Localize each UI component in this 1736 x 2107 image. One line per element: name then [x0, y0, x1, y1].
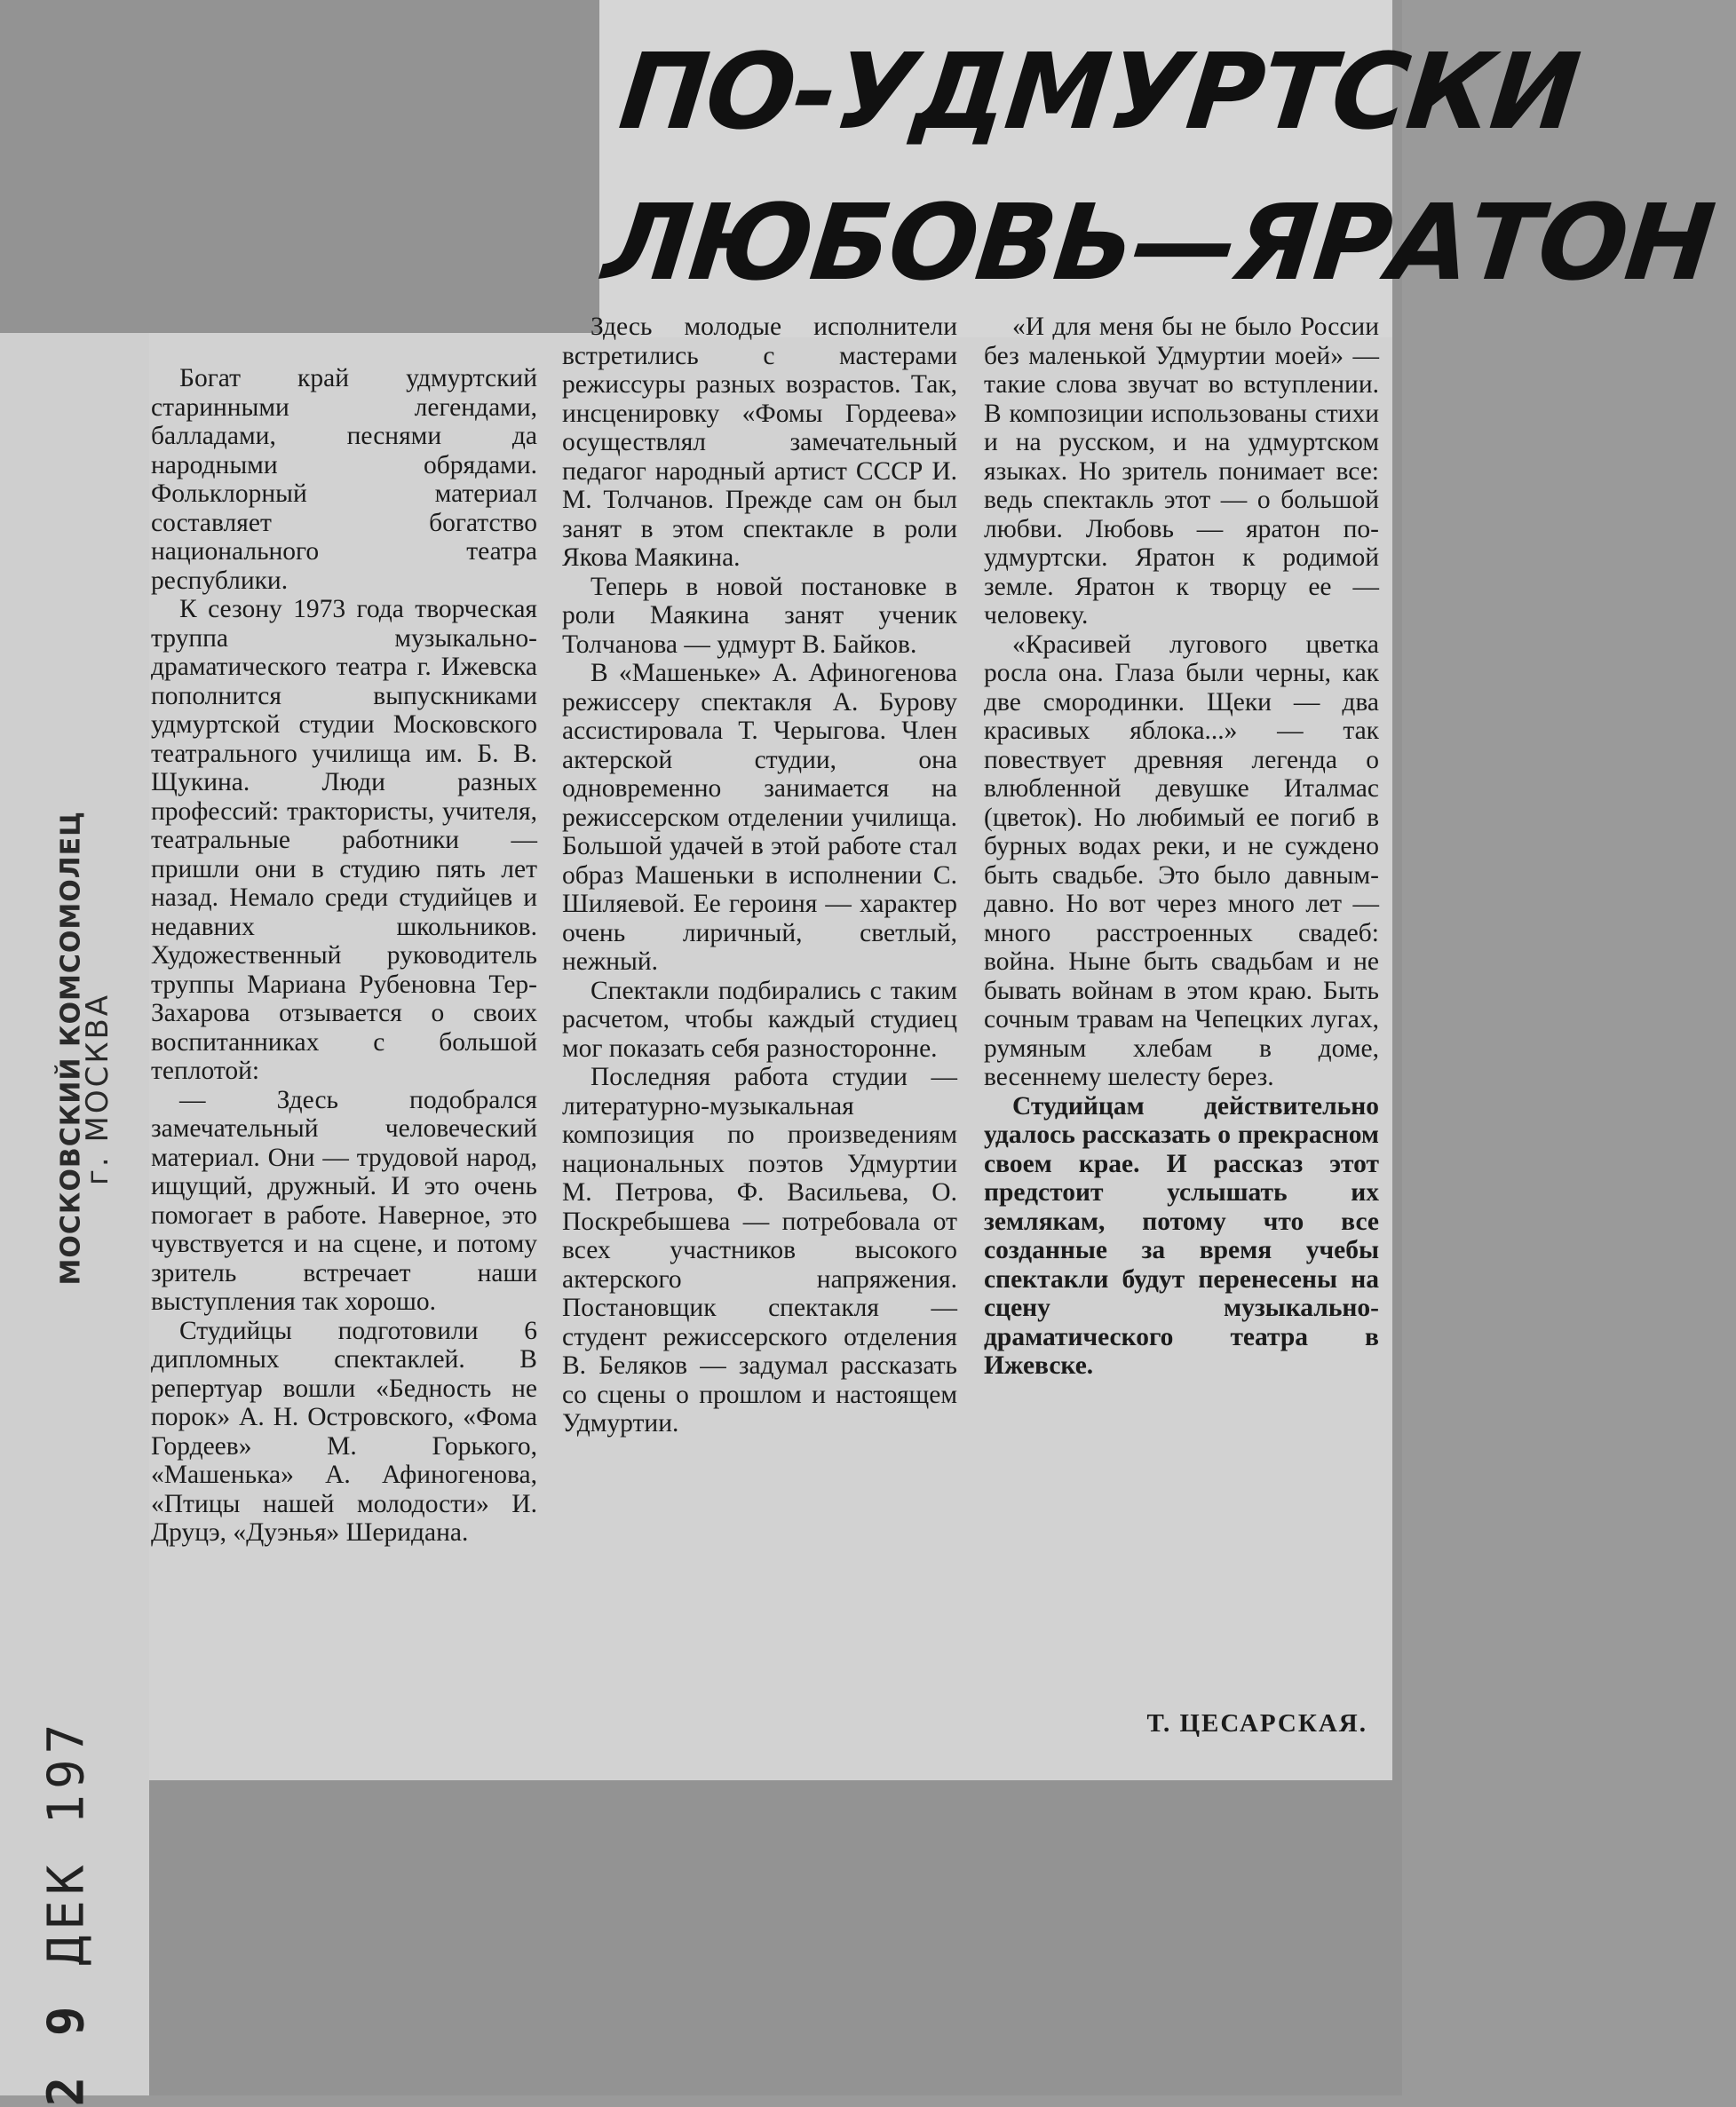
date-stamp [37, 1718, 96, 2107]
city-stamp: г. МОСКВА [80, 992, 115, 1185]
paragraph: «И для меня бы не было России без маленькой Удмуртии моей» — такие слова звучат во вступлении. В композиции использованы стихи и на русском, и на удмуртском языках. Но зритель понимает все: ведь спектакль этот — о большой любви. Любовь — яратон по-удмуртски. Яратон к родимой земле. Яратон к творцу ее — человеку. [984, 313, 1379, 630]
paragraph-closing: Студийцам действительно удалось рассказать о прекрасном своем крае. И рассказ этот предстоит услышать их землякам, потому что все созданные за время учебы спектакли будут перенесены на сцену музыкально-драматического театра в Ижевске. [984, 1091, 1379, 1380]
article-column-3 [984, 313, 1379, 1381]
headline-line-2: ЛЮБОВЬ—ЯРАТОН [598, 181, 1719, 304]
article-headline [597, 16, 1719, 318]
paragraph: Студийцы подготовили 6 дипломных спектаклей. В репертуар вошли «Бедность не порок» А. Н. Островского, «Фома Гордеев» М. Горького, «Машенька» А. Афиногенова, «Птицы нашей молодости» И. Друцэ, «Дуэнья» Шеридана. [151, 1316, 537, 1547]
paragraph: Последняя работа студии — литературно-музыкальная композиция по произведениям национальных поэтов Удмуртии М. Петрова, Ф. Васильева, О. Поскребышева — потребовала от всех участников высокого актерского напряжения. Постановщик спектакля — студент режиссерского отделения В. Беляков — задумал рассказать со сцены о прошлом и настоящем Удмуртии. [562, 1063, 957, 1438]
paragraph: «Красивей лугового цветка росла она. Глаза были черны, как две смородинки. Щеки — два красивых яблока...» — так повествует древняя легенда о влюбленной девушке Италмас (цветок). Но любимый ее погиб в бурных водах реки, и не суждено быть свадьбе. Это было давным-давно. Но вот через много лет — много расстроенных свадеб: война. Ныне быть свадьбам и не бывать войнам в этом краю. Быть сочным травам на Чепецких лугах, румяным хлебам в доме, весеннему шелесту берез. [984, 630, 1379, 1091]
author-signature: Т. ЦЕСАРСКАЯ. [1146, 1709, 1367, 1738]
article-column-1 [151, 364, 537, 1548]
paragraph: Здесь молодые исполнители встретились с мастерами режиссуры разных возрастов. Так, инсценировку «Фомы Гордеева» осуществлял замечательный педагог народный артист СССР И. М. Толчанов. Прежде сам он был занят в этом спектакле в роли Якова Маякина. [562, 313, 957, 572]
article-column-2 [562, 313, 957, 1438]
date-stamp-month-year: ДЕК 197 [37, 1718, 96, 1966]
paragraph: К сезону 1973 года творческая труппа музыкально-драматического театра г. Ижевска пополнится выпускниками удмуртской студии Московского театрального училища им. Б. В. Щукина. Люди разных профессий: трактористы, учителя, театральные работники — пришли они в студию пять лет назад. Немало среди студийцев и недавних школьников. Художественный руководитель труппы Мариана Рубеновна Тер-Захарова отзывается о своих воспитанниках с большой теплотой: [151, 595, 537, 1085]
paragraph: В «Машеньке» А. Афиногенова режиссеру спектакля А. Бурову ассистировала Т. Черыгова. Член актерской студии, она одновременно занимается на режиссерском отделении училища. Большой удачей в этой работе стал образ Машеньки в исполнении С. Шиляевой. Ее героиня — характер очень лиричный, светлый, нежный. [562, 659, 957, 976]
newspaper-name-stamp: МОСКОВСКИЙ КОМСОМОЛЕЦ [55, 811, 87, 1286]
paragraph: Спектакли подбирались с таким расчетом, чтобы каждый студиец мог показать себя разносторонне. [562, 976, 957, 1063]
date-stamp-day: 2 9 [37, 2000, 96, 2107]
paragraph: — Здесь подобрался замечательный человеческий материал. Они — трудовой народ, ищущий, дружный. И это очень помогает в работе. Наверное, это чувствуется и на сцене, и потому зритель встречает наши выступления так хорошо. [151, 1085, 537, 1316]
paragraph: Богат край удмуртский старинными легендами, балладами, песнями да народными обрядами. Фольклорный материал составляет богатство национального театра республики. [151, 364, 537, 595]
headline-line-1: ПО-УДМУРТСКИ [614, 30, 1584, 153]
paragraph: Теперь в новой постановке в роли Маякина занят ученик Толчанова — удмурт В. Байков. [562, 572, 957, 659]
